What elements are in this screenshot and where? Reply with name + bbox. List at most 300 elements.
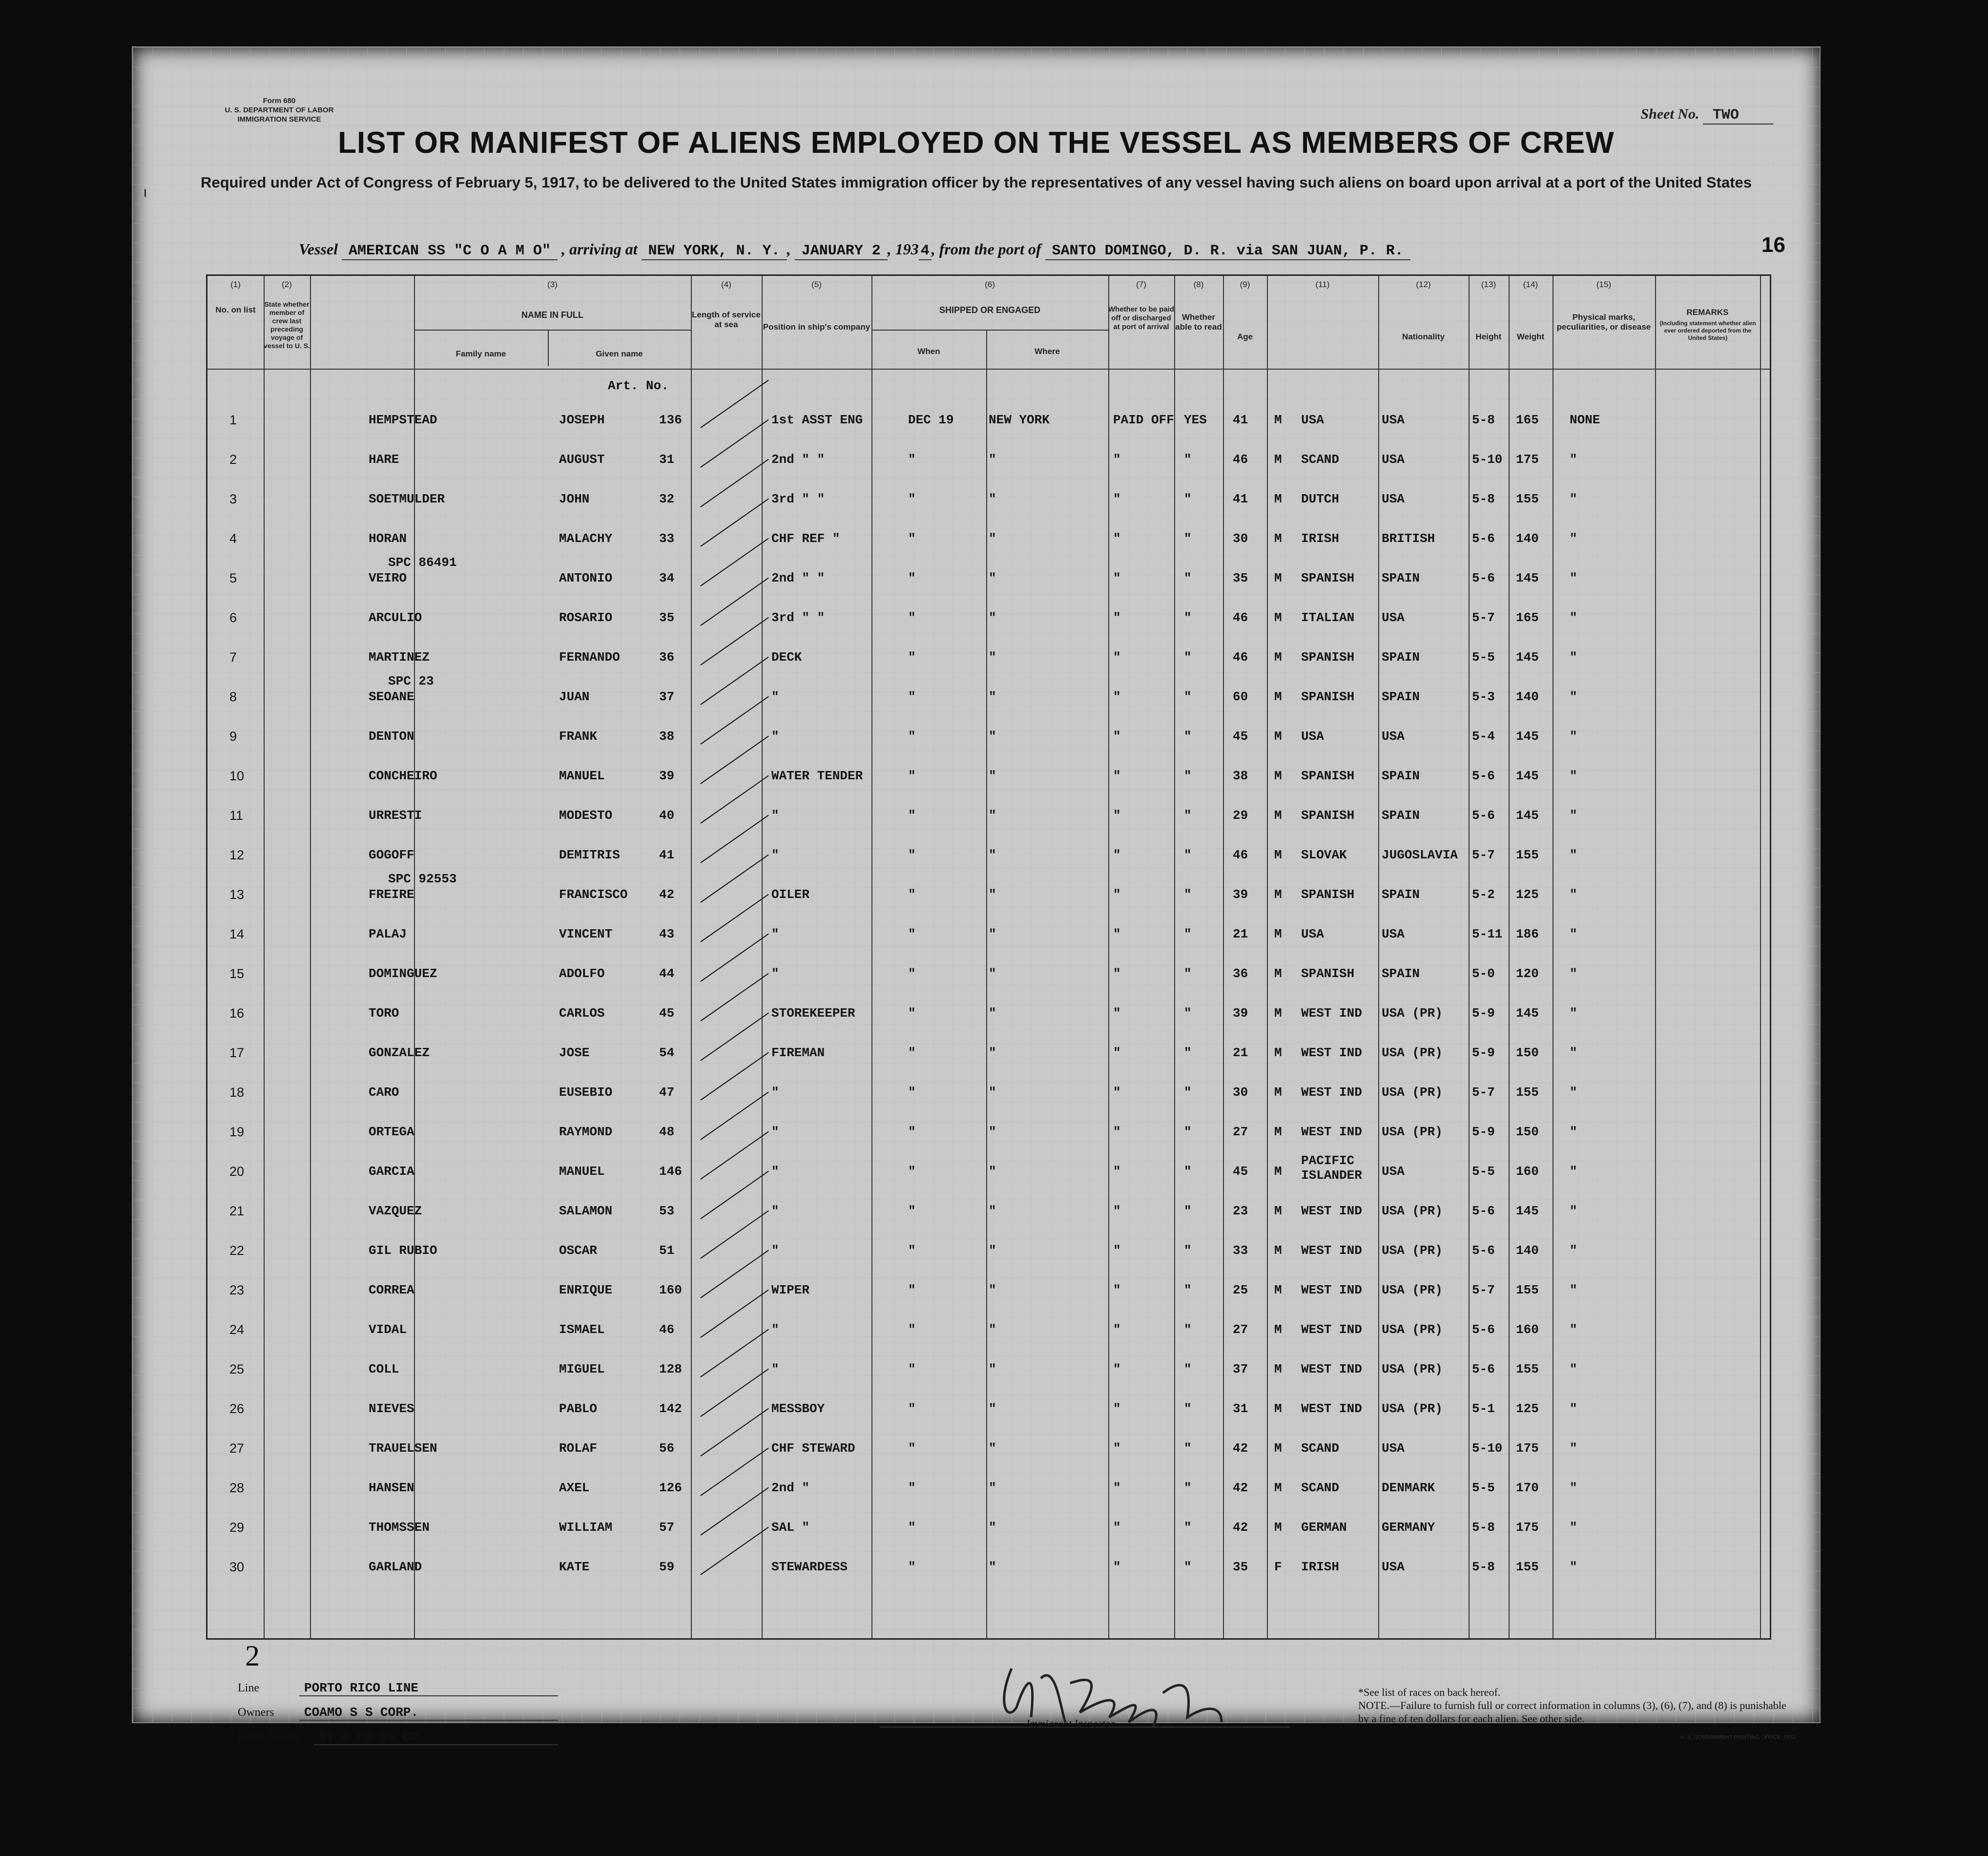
art-number: 53 (659, 1204, 675, 1218)
art-number: 146 (659, 1164, 682, 1179)
shipped-when: " (908, 689, 916, 704)
position: " (771, 1362, 779, 1376)
age: 37 (1233, 1362, 1248, 1376)
race: SPANISH (1301, 887, 1355, 902)
form-department: U. S. DEPARTMENT OF LABOR (225, 106, 334, 114)
art-number: 34 (659, 571, 675, 585)
paid-off: " (1113, 1283, 1121, 1297)
race: SLOVAK (1301, 848, 1347, 862)
row-number: 9 (229, 729, 237, 744)
shipped-when: " (908, 571, 916, 585)
position: STOREKEEPER (771, 1006, 855, 1021)
row-number: 14 (229, 927, 245, 941)
physical-marks: " (1570, 1481, 1577, 1495)
weight: 165 (1516, 413, 1539, 427)
weight: 175 (1516, 1441, 1539, 1456)
art-number: 47 (659, 1085, 675, 1100)
shipped-when: " (908, 1204, 916, 1218)
position: 2nd " " (771, 571, 825, 585)
header-no-on-list: No. on list (215, 305, 256, 314)
race: SPANISH (1301, 689, 1355, 704)
colnum: (9) (1240, 280, 1250, 289)
paid-off: " (1113, 927, 1121, 941)
height: 5-6 (1472, 531, 1495, 546)
art-number: 56 (659, 1441, 675, 1456)
row-number: 5 (229, 571, 237, 585)
given-name: JOSEPH (559, 413, 605, 427)
art-number: 48 (659, 1125, 675, 1139)
sex: M (1274, 413, 1282, 427)
arriving-port: NEW YORK, N. Y. (642, 243, 787, 260)
weight: 170 (1516, 1481, 1539, 1495)
weight: 145 (1516, 571, 1539, 585)
sex: M (1274, 1204, 1282, 1218)
family-name: VEIRO (369, 571, 407, 585)
height: 5-7 (1472, 848, 1495, 862)
nationality: SPAIN (1382, 571, 1420, 585)
weight: 160 (1516, 1164, 1539, 1179)
given-name: MANUEL (559, 1164, 605, 1179)
physical-marks: " (1570, 1401, 1577, 1416)
table-row (207, 1278, 1770, 1317)
shipped-when: " (908, 1401, 916, 1416)
race: SCAND (1301, 452, 1340, 467)
colnum: (6) (985, 280, 995, 289)
paid-off: " (1113, 1441, 1121, 1456)
age: 30 (1233, 531, 1248, 546)
shipped-when: " (908, 1441, 916, 1456)
table-row (207, 922, 1770, 961)
art-number: 54 (659, 1045, 675, 1060)
row-number: 22 (229, 1243, 245, 1258)
position: CHF REF " (771, 531, 840, 546)
shipped-where: " (989, 1560, 996, 1574)
shipped-when: " (908, 887, 916, 902)
table-row (207, 724, 1770, 763)
shipped-where: " (989, 1204, 996, 1218)
age: 33 (1233, 1243, 1248, 1258)
paid-off: " (1113, 650, 1121, 665)
header-remarks-note: (Including statement whether alien ever ordered deported from the United States) (1659, 320, 1756, 341)
able-to-read: " (1184, 1362, 1192, 1376)
corner-mark: ι (144, 184, 147, 200)
row-number: 8 (229, 689, 237, 704)
shipped-when: " (908, 1045, 916, 1060)
age: 46 (1233, 610, 1248, 625)
header-height: Height (1475, 332, 1502, 341)
paid-off: " (1113, 887, 1121, 902)
age: 42 (1233, 1481, 1248, 1495)
shipped-when: " (908, 848, 916, 862)
nationality: USA (PR) (1382, 1243, 1443, 1258)
shipped-where: " (989, 769, 996, 783)
colnum: (12) (1416, 280, 1431, 289)
age: 31 (1233, 1401, 1248, 1416)
family-name: ARCULIO (369, 610, 422, 625)
art-number: 44 (659, 966, 675, 981)
height: 5-8 (1472, 1520, 1495, 1535)
position: 3rd " " (771, 492, 825, 506)
given-name: FERNANDO (559, 650, 620, 665)
sex: M (1274, 1006, 1282, 1021)
row-number: 3 (229, 492, 237, 506)
age: 30 (1233, 1085, 1248, 1100)
height: 5-8 (1472, 413, 1495, 427)
art-number: 128 (659, 1362, 682, 1376)
footer-notes (1358, 1686, 1798, 1725)
art-number: 37 (659, 689, 675, 704)
able-to-read: " (1184, 531, 1192, 546)
position: 3rd " " (771, 610, 825, 625)
position: " (771, 966, 779, 981)
nationality: USA (PR) (1382, 1006, 1443, 1021)
position: STEWARDESS (771, 1560, 848, 1574)
form-number: Form 680 (263, 97, 296, 105)
sex: M (1274, 1045, 1282, 1060)
art-number: 42 (659, 887, 675, 902)
sheet-label: Sheet No. (1640, 106, 1699, 122)
shipped-where: " (989, 1322, 996, 1337)
sex: M (1274, 1401, 1282, 1416)
family-name: SEOANE (369, 689, 414, 704)
race: IRISH (1301, 1560, 1340, 1574)
weight: 150 (1516, 1125, 1539, 1139)
table-row (207, 1001, 1770, 1040)
race: IRISH (1301, 531, 1340, 546)
shipped-where: " (989, 1243, 996, 1258)
owners-field (238, 1705, 558, 1721)
table-row (207, 1041, 1770, 1080)
height: 5-6 (1472, 1204, 1495, 1218)
margin-mark: 2 (245, 1640, 260, 1672)
nationality: SPAIN (1382, 887, 1420, 902)
height: 5-6 (1472, 808, 1495, 823)
able-to-read: " (1184, 927, 1192, 941)
given-name: MALACHY (559, 531, 613, 546)
form-service: IMMIGRATION SERVICE (237, 115, 321, 124)
nationality: USA (1382, 610, 1405, 625)
row-number: 21 (229, 1204, 245, 1218)
paid-off: " (1113, 1481, 1121, 1495)
family-name: TRAUELSEN (369, 1441, 437, 1456)
physical-marks: " (1570, 1283, 1577, 1297)
weight: 155 (1516, 1362, 1539, 1376)
able-to-read: YES (1184, 413, 1207, 427)
age: 42 (1233, 1520, 1248, 1535)
position: " (771, 1204, 779, 1218)
sex: M (1274, 689, 1282, 704)
seaman-certificate-note: SPC 86491 (388, 555, 457, 570)
height: 5-8 (1472, 492, 1495, 506)
art-number: 126 (659, 1481, 682, 1495)
paid-off: " (1113, 571, 1121, 585)
family-name: COLL (369, 1362, 399, 1376)
given-name: ISMAEL (559, 1322, 605, 1337)
physical-marks: " (1570, 1441, 1577, 1456)
able-to-read: " (1184, 492, 1192, 506)
header-physical-marks: Physical marks, peculiarities, or disease (1556, 313, 1651, 332)
sex: M (1274, 452, 1282, 467)
nationality: USA (1382, 1441, 1405, 1456)
colnum: (8) (1193, 280, 1204, 289)
table-row (207, 487, 1770, 526)
colnum: (4) (721, 280, 731, 289)
nationality: USA (1382, 492, 1405, 506)
given-name: OSCAR (559, 1243, 598, 1258)
physical-marks: " (1570, 1322, 1577, 1337)
race: SCAND (1301, 1481, 1340, 1495)
weight: 155 (1516, 1283, 1539, 1297)
height: 5-2 (1472, 887, 1495, 902)
age: 39 (1233, 887, 1248, 902)
given-name: ADOLFO (559, 966, 605, 981)
weight: 155 (1516, 1560, 1539, 1574)
nationality: USA (PR) (1382, 1401, 1443, 1416)
given-name: ENRIQUE (559, 1283, 613, 1297)
sex: M (1274, 650, 1282, 665)
row-number: 19 (229, 1125, 245, 1139)
header-where: Where (1035, 347, 1060, 356)
sex: M (1274, 1322, 1282, 1337)
table-row (207, 961, 1770, 1001)
weight: 140 (1516, 531, 1539, 546)
shipped-where: " (989, 531, 996, 546)
paid-off: " (1113, 452, 1121, 467)
paid-off: " (1113, 1045, 1121, 1060)
height: 5-9 (1472, 1045, 1495, 1060)
agents-field (238, 1730, 558, 1745)
paid-off: " (1113, 1520, 1121, 1535)
physical-marks: " (1570, 689, 1577, 704)
position: CHF STEWARD (771, 1441, 855, 1456)
shipped-where: " (989, 1085, 996, 1100)
able-to-read: " (1184, 1401, 1192, 1416)
paid-off: " (1113, 1125, 1121, 1139)
able-to-read: " (1184, 1243, 1192, 1258)
sex: M (1274, 1085, 1282, 1100)
art-number: 31 (659, 452, 675, 467)
weight: 145 (1516, 808, 1539, 823)
paid-off: PAID OFF (1113, 413, 1174, 427)
nationality: SPAIN (1382, 966, 1420, 981)
physical-marks: " (1570, 650, 1577, 665)
able-to-read: " (1184, 887, 1192, 902)
family-name: VAZQUEZ (369, 1204, 422, 1218)
race: WEST IND (1301, 1204, 1362, 1218)
row-number: 2 (229, 452, 237, 467)
sex: M (1274, 610, 1282, 625)
header-remarks: REMARKS (1686, 308, 1729, 317)
able-to-read: " (1184, 689, 1192, 704)
able-to-read: " (1184, 1322, 1192, 1337)
nationality: GERMANY (1382, 1520, 1435, 1535)
family-name: GIL RUBIO (369, 1243, 437, 1258)
colnum: (5) (811, 280, 822, 289)
family-name: VIDAL (369, 1322, 407, 1337)
row-number: 11 (229, 808, 244, 823)
art-number: 57 (659, 1520, 675, 1535)
weight: 160 (1516, 1322, 1539, 1337)
header-weight: Weight (1516, 332, 1545, 341)
family-name: GOGOFF (369, 848, 414, 862)
row-number: 10 (229, 769, 245, 783)
paid-off: " (1113, 966, 1121, 981)
seaman-certificate-note: SPC 23 (388, 674, 434, 688)
art-number: 40 (659, 808, 675, 823)
age: 36 (1233, 966, 1248, 981)
sex: M (1274, 927, 1282, 941)
given-name: SALAMON (559, 1204, 613, 1218)
given-name: ROLAF (559, 1441, 598, 1456)
able-to-read: " (1184, 808, 1192, 823)
shipped-where: " (989, 887, 996, 902)
row-number: 27 (229, 1441, 245, 1456)
given-name: JOHN (559, 492, 590, 506)
given-name: AUGUST (559, 452, 605, 467)
shipped-when: " (908, 1164, 916, 1179)
race: SPANISH (1301, 808, 1355, 823)
height: 5-1 (1472, 1401, 1495, 1416)
inspector-signature (850, 1649, 1319, 1749)
position: FIREMAN (771, 1045, 825, 1060)
able-to-read: " (1184, 1441, 1192, 1456)
paid-off: " (1113, 1164, 1121, 1179)
sex: F (1274, 1560, 1282, 1574)
age: 45 (1233, 729, 1248, 744)
shipped-where: NEW YORK (989, 413, 1050, 427)
physical-marks: NONE (1570, 413, 1600, 427)
paid-off: " (1113, 1401, 1121, 1416)
position: " (771, 1243, 779, 1258)
weight: 145 (1516, 1006, 1539, 1021)
given-name: RAYMOND (559, 1125, 613, 1139)
position: MESSBOY (771, 1401, 825, 1416)
row-number: 28 (229, 1481, 245, 1495)
age: 21 (1233, 1045, 1248, 1060)
paid-off: " (1113, 1322, 1121, 1337)
race: USA (1301, 413, 1324, 427)
sex: M (1274, 808, 1282, 823)
owners-label: Owners (238, 1706, 274, 1719)
height: 5-9 (1472, 1125, 1495, 1139)
height: 5-5 (1472, 650, 1495, 665)
shipped-when: " (908, 452, 916, 467)
shipped-where: " (989, 927, 996, 941)
position: OILER (771, 887, 810, 902)
family-name: ORTEGA (369, 1125, 414, 1139)
row-number: 4 (229, 531, 237, 546)
shipped-when: " (908, 1006, 916, 1021)
family-name: MARTINEZ (369, 650, 430, 665)
weight: 165 (1516, 610, 1539, 625)
table-row (207, 803, 1770, 842)
shipped-where: " (989, 1125, 996, 1139)
table-row (207, 1238, 1770, 1277)
shipped-when: " (908, 1560, 916, 1574)
sex: M (1274, 1164, 1282, 1179)
able-to-read: " (1184, 610, 1192, 625)
paid-off: " (1113, 729, 1121, 744)
nationality: JUGOSLAVIA (1382, 848, 1458, 862)
able-to-read: " (1184, 1204, 1192, 1218)
physical-marks: " (1570, 729, 1577, 744)
row-number: 26 (229, 1401, 245, 1416)
position: " (771, 808, 779, 823)
header-rule (871, 330, 1108, 331)
header-rule (207, 369, 1770, 370)
age: 45 (1233, 1164, 1248, 1179)
able-to-read: " (1184, 1520, 1192, 1535)
shipped-when: " (908, 927, 916, 941)
art-no-label: Art. No. (608, 378, 669, 393)
given-name: JOSE (559, 1045, 590, 1060)
position: " (771, 927, 779, 941)
position: WATER TENDER (771, 769, 863, 783)
race: DUTCH (1301, 492, 1340, 506)
paid-off: " (1113, 769, 1121, 783)
header-paid-off: Whether to be paid off or discharged at port of arrival (1108, 305, 1174, 331)
shipped-where: " (989, 650, 996, 665)
given-name: CARLOS (559, 1006, 605, 1021)
paid-off: " (1113, 808, 1121, 823)
art-number: 33 (659, 531, 675, 546)
given-name: ANTONIO (559, 571, 613, 585)
nationality: USA (1382, 452, 1405, 467)
physical-marks: " (1570, 1204, 1577, 1218)
shipped-where: " (989, 848, 996, 862)
art-number: 160 (659, 1283, 682, 1297)
position: " (771, 848, 779, 862)
position: " (771, 1085, 779, 1100)
shipped-when: " (908, 1125, 916, 1139)
header-nationality: Nationality (1402, 332, 1445, 341)
given-name: EUSEBIO (559, 1085, 613, 1100)
header-when: When (917, 347, 940, 356)
given-name: MODESTO (559, 808, 613, 823)
shipped-when: " (908, 610, 916, 625)
age: 46 (1233, 650, 1248, 665)
manifest-sheet (132, 46, 1821, 1753)
nationality: DENMARK (1382, 1481, 1435, 1495)
nationality: USA (1382, 729, 1405, 744)
height: 5-5 (1472, 1481, 1495, 1495)
header-prior-voyage: State whether member of crew last preceding voyage of vessel to U. S. (264, 300, 310, 350)
family-name: URRESTI (369, 808, 422, 823)
shipped-where: " (989, 1362, 996, 1376)
height: 5-6 (1472, 769, 1495, 783)
sex: M (1274, 1283, 1282, 1297)
paid-off: " (1113, 1085, 1121, 1100)
able-to-read: " (1184, 769, 1192, 783)
art-number: 39 (659, 769, 675, 783)
age: 46 (1233, 452, 1248, 467)
height: 5-7 (1472, 1283, 1495, 1297)
race: WEST IND (1301, 1283, 1362, 1297)
table-row (207, 674, 1770, 724)
line-label: Line (238, 1682, 259, 1694)
table-row (207, 1357, 1770, 1396)
shipped-when: " (908, 492, 916, 506)
height: 5-6 (1472, 1362, 1495, 1376)
race: GERMAN (1301, 1520, 1347, 1535)
physical-marks: " (1570, 1362, 1577, 1376)
position: WIPER (771, 1283, 810, 1297)
height: 5-5 (1472, 1164, 1495, 1179)
age: 38 (1233, 769, 1248, 783)
age: 35 (1233, 1560, 1248, 1574)
sex: M (1274, 1481, 1282, 1495)
height: 5-0 (1472, 966, 1495, 981)
